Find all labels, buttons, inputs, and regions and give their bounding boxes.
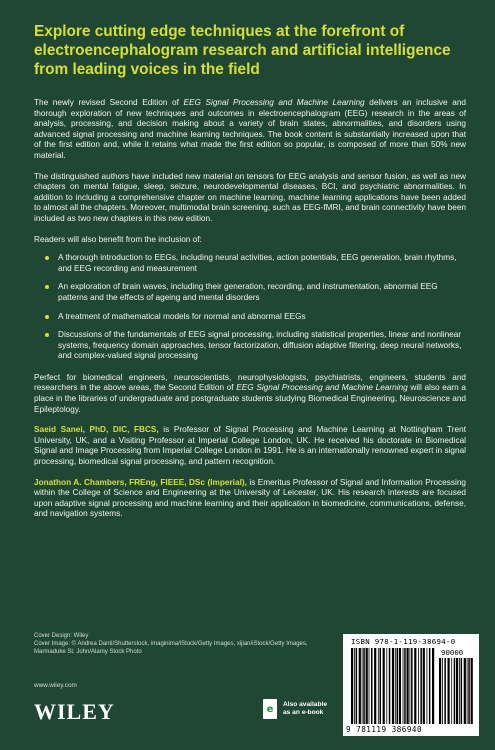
list-item bbox=[48, 312, 466, 323]
author-bio-text: is Professor of Signal Processing and Machine Learning at Nottingham Trent University, UK, and a Visiting Professor at Imperial College London, UK. He received his doctorate in Biomedical Signal and Image Processing from Imperial College London in 1991. He is an internationally renowned expert in signal processing, biomedical signal processing, and pattern recognition. bbox=[34, 425, 466, 467]
ean-barcode-icon bbox=[351, 648, 435, 724]
headline: Explore cutting edge techniques at the forefront of electroencephalogram research and artificial intelligence from leading voices in the field bbox=[34, 23, 451, 78]
readers-intro: Readers will also benefit from the inclusion of: bbox=[34, 234, 202, 244]
barcode-panel bbox=[343, 634, 479, 736]
book-title-italic: EEG Signal Processing and Machine Learning bbox=[183, 98, 365, 107]
list-item-text: A treatment of mathematical models for normal and abnormal EEGs bbox=[58, 311, 306, 321]
bullet-icon bbox=[45, 256, 49, 260]
author-name: Saeid Sanei, PhD, DIC, FBCS, bbox=[34, 425, 159, 435]
list-item-text: An exploration of brain waves, including their generation, recording, and instrumentation, abnormal EEG patterns and the effects of ageing and mental disorders bbox=[58, 282, 438, 302]
intro-text-start: The newly revised Second Edition of bbox=[34, 98, 184, 107]
book-title-italic: EEG Signal Processing and Machine Learning bbox=[236, 383, 408, 393]
bullet-icon bbox=[45, 315, 49, 319]
audience-text-end: will also earn a place in the libraries of undergraduate and postgraduate students studying Biomedical Engineering, Neuroscience and Epileptology. bbox=[34, 383, 466, 414]
publisher-url[interactable]: www.wiley.com bbox=[34, 682, 77, 689]
audience-paragraph bbox=[34, 373, 466, 415]
author-bio-sanei bbox=[34, 425, 466, 467]
bullet-icon bbox=[45, 285, 49, 289]
intro-paragraph bbox=[34, 98, 466, 162]
author-bio-text: is Emeritus Professor of Signal and Information Processing within the College of Science and Engineering at the University of Leicester, UK. His research interests are focused upon adaptive signal processing and machine learning and their application in biomedicine, communications, defense, and navigation systems. bbox=[34, 477, 466, 519]
cover-image-credit: Cover Image: © Andrea Danti/Shutterstock, imaginima/iStock/Getty Images, xijian/iStock/Getty Images, Marmaduke St. John/Alamy Stock Photo bbox=[34, 641, 308, 655]
intro-text-end: delivers an inclusive and thorough exploration of new techniques and outcomes in electroencephalogram (EEG) research in the areas of analysis, processing, and decision making about a variety of brain states, abnormalities, and disorders using advanced signal processing and machine learning techniques. The book content is substantially increased upon that of the first edition and, while it retains what made the first edition so popular, is composed of more than 50% new material. bbox=[34, 98, 466, 160]
ebook-notice bbox=[263, 699, 327, 719]
list-item bbox=[48, 253, 466, 274]
description-body bbox=[34, 98, 466, 530]
cover-design-credit: Cover Design: Wiley bbox=[34, 633, 89, 639]
ean-number: 9 781119 386940 bbox=[346, 725, 423, 734]
list-item-text: A thorough introduction to EEGs, including neural activities, action potentials, EEG generation, brain rhythms, and EEG recording and measurement bbox=[58, 253, 457, 273]
price-barcode-icon bbox=[439, 658, 473, 724]
isbn-text: ISBN 978-1-119-38694-0 bbox=[351, 637, 456, 646]
author-name: Jonathon A. Chambers, FREng, FIEEE, DSc (Imperial), bbox=[34, 477, 247, 487]
ebook-e-icon: e bbox=[263, 699, 277, 719]
cover-credits bbox=[34, 632, 334, 656]
benefits-list bbox=[34, 253, 466, 362]
price-code: 90000 bbox=[441, 648, 464, 657]
ebook-line-1: Also available bbox=[283, 701, 327, 708]
list-item bbox=[48, 330, 466, 362]
author-bio-chambers bbox=[34, 478, 466, 520]
ebook-line-2: as an e-book bbox=[283, 709, 324, 716]
audience-text-start: Perfect for biomedical engineers, neuroscientists, neurophysiologists, psychiatrists, engineers, students and researchers in the above areas, the Second Edition of bbox=[34, 372, 466, 393]
list-item bbox=[48, 282, 466, 303]
bullet-icon bbox=[45, 333, 49, 337]
publisher-logo: WILEY bbox=[34, 699, 115, 724]
new-material-paragraph: The distinguished authors have included new material on tensors for EEG analysis and sensor fusion, as well as new chapters on mental fatigue, sleep, seizure, neurodevelopmental diseases, BCI, and psychiatric abnormalities. In addition to including a comprehensive chapter on machine learning, machine learning applications have been added to almost all the chapters. Moreover, multimodal brain screening, such as EEG-fMRI, and brain connectivity have been included as two new chapters in this new edition. bbox=[34, 171, 466, 223]
list-item-text: Discussions of the fundamentals of EEG signal processing, including statistical properties, linear and nonlinear systems, frequency domain approaches, tensor factorization, diffusion adaptive filtering, deep neural networks, and complex-valued signal processing bbox=[58, 330, 462, 361]
